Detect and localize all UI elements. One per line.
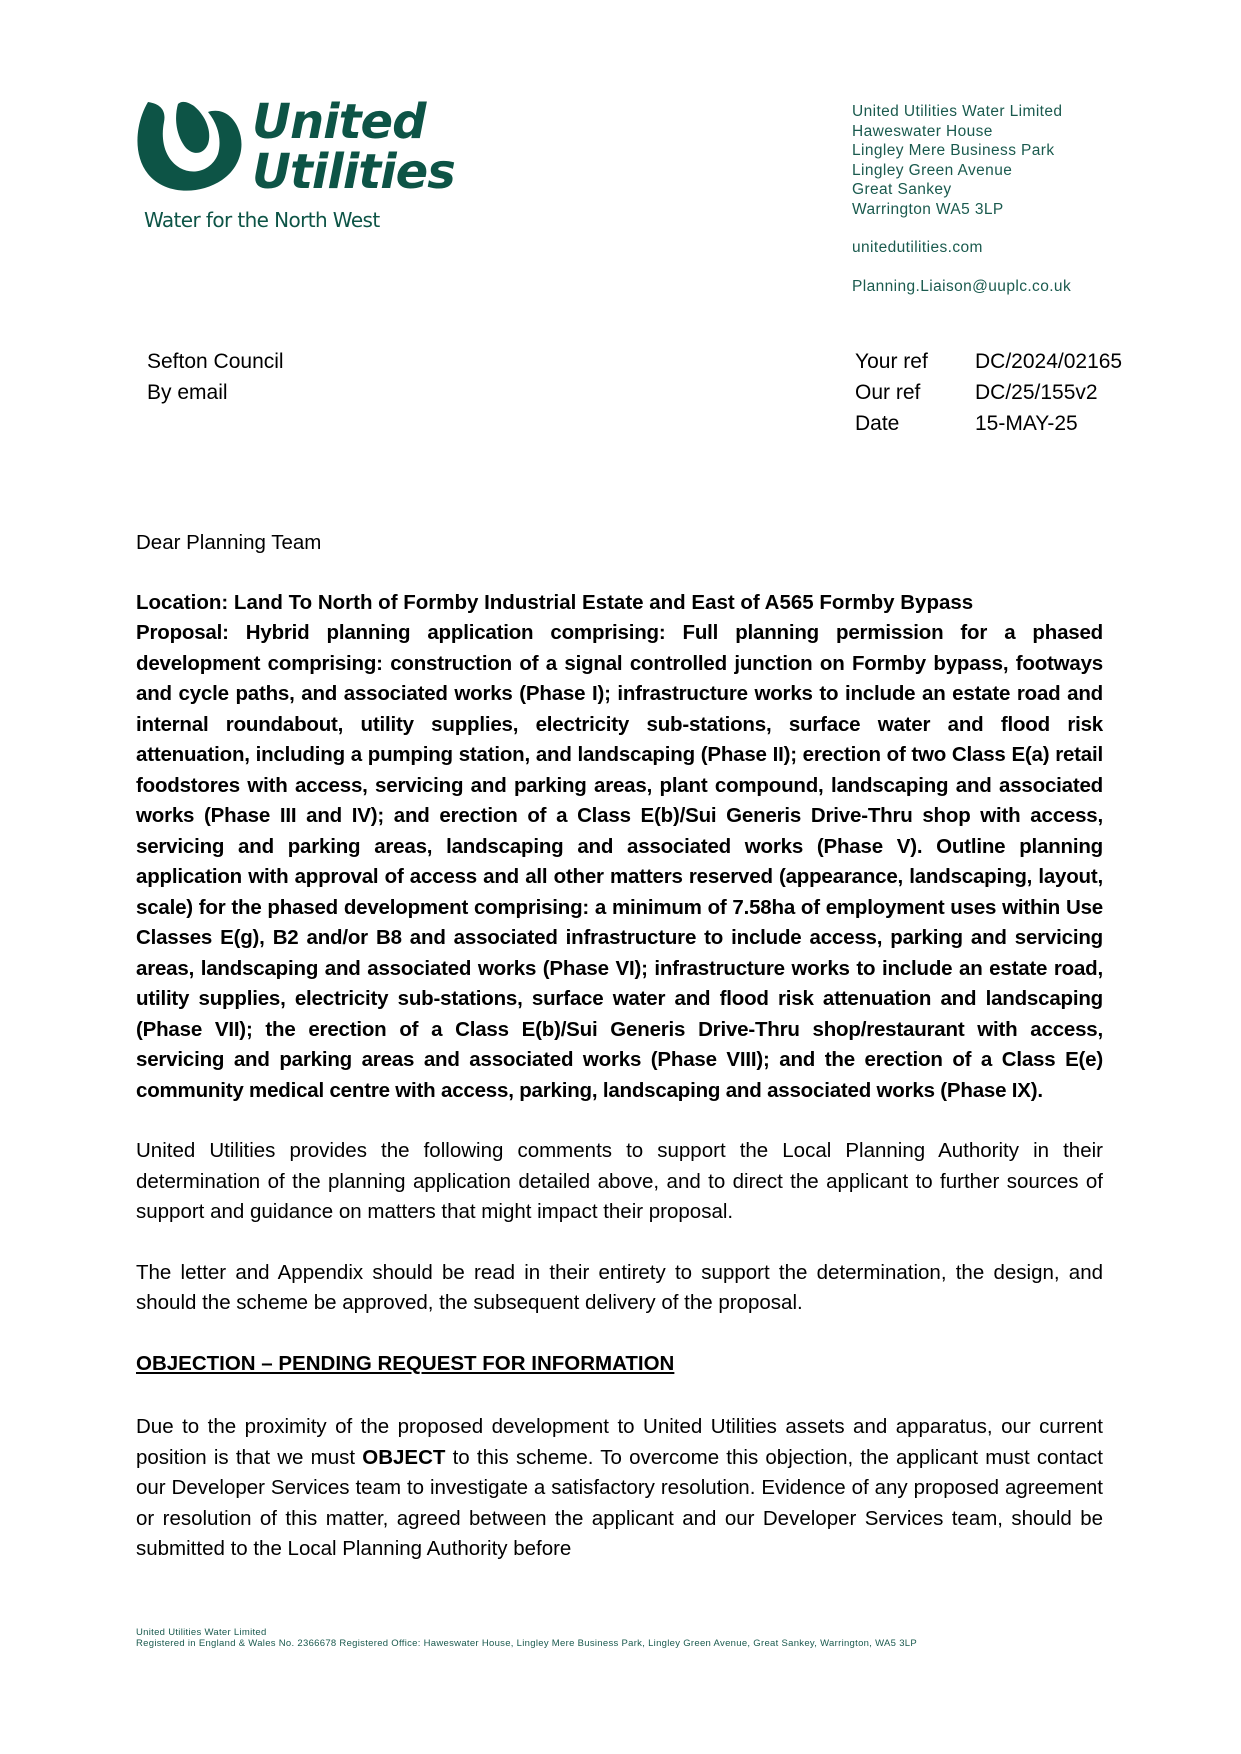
address-line: Warrington WA5 3LP bbox=[852, 200, 1004, 218]
address-line: United Utilities Water Limited bbox=[852, 103, 1063, 120]
logo-word-united: United bbox=[252, 94, 426, 150]
website-link[interactable]: unitedutilities.com bbox=[852, 239, 983, 256]
reference-block bbox=[855, 346, 1122, 439]
letter-body bbox=[136, 528, 1103, 1565]
recipient-delivery: By email bbox=[147, 381, 228, 404]
objection-emphasis: OBJECT bbox=[362, 1445, 446, 1469]
ref-label: Our ref bbox=[855, 381, 921, 404]
ref-row-your-ref bbox=[855, 346, 1122, 377]
recipient-block bbox=[147, 346, 284, 408]
salutation: Dear Planning Team bbox=[136, 531, 322, 554]
footer-company: United Utilities Water Limited bbox=[136, 1627, 267, 1638]
address-line: Lingley Green Avenue bbox=[852, 161, 1013, 179]
address-line: Haweswater House bbox=[852, 122, 993, 140]
objection-text-part2: to this scheme. To overcome this objection, the applicant must contact our Developer Services team to investigate a satisfactory resolution. Evidence of any proposed agreement or resolution of this matter, agreed between the applicant and our Developer Services team, should be submitted to the Local Planning Authority before bbox=[136, 1445, 1103, 1560]
united-utilities-logo bbox=[134, 94, 455, 236]
appendix-paragraph: The letter and Appendix should be read in their entirety to support the determination, the design, and should the scheme be approved, the subsequent delivery of the proposal. bbox=[136, 1260, 1103, 1314]
objection-heading: OBJECTION – PENDING REQUEST FOR INFORMATION bbox=[136, 1351, 675, 1375]
recipient-name: Sefton Council bbox=[147, 350, 284, 373]
ref-row-date bbox=[855, 408, 1122, 439]
email-link[interactable]: Planning.Liaison@uuplc.co.uk bbox=[852, 277, 1072, 295]
ref-label: Date bbox=[855, 412, 900, 435]
logo-word-utilities: Utilities bbox=[252, 144, 455, 200]
proposal-paragraph: Proposal: Hybrid planning application comprising: Full planning permission for a phased development comprising: construction of a signal controlled junction on Formby bypass, footways and cycle paths, and associated works (Phase I); infrastructure works to include an estate road and internal roundabout, utility supplies, electricity sub-stations, surface water and flood risk attenuation, including a pumping station, and landscaping (Phase II); erection of two Class E(a) retail foodstores with access, servicing and parking areas, plant compound, landscaping and associated works (Phase III and IV); and erection of a Class E(b)/Sui Generis Drive-Thru shop with access, servicing and parking areas, landscaping and associated works (Phase V). Outline planning application with approval of access and all other matters reserved (appearance, landscaping, layout, scale) for the phased development comprising: a minimum of 7.58ha of employment uses within Use Classes E(g), B2 and/or B8 and associated infrastructure to include access, parking and servicing areas, landscaping and associated works (Phase VI); infrastructure works to include an estate road, utility supplies, electricity sub-stations, surface water and flood risk attenuation and landscaping (Phase VII); the erection of a Class E(b)/Sui Generis Drive-Thru shop/restaurant with access, servicing and parking areas and associated works (Phase VIII); and the erection of a Class E(e) community medical centre with access, parking, landscaping and associated works (Phase IX). bbox=[136, 621, 1103, 1102]
ref-row-our-ref bbox=[855, 377, 1122, 408]
address-line: Great Sankey bbox=[852, 181, 952, 198]
location-line: Location: Land To North of Formby Industrial Estate and East of A565 Formby Bypass bbox=[136, 590, 974, 614]
ref-value: DC/25/155v2 bbox=[975, 381, 1098, 404]
sender-address-block bbox=[852, 102, 1071, 296]
objection-paragraph bbox=[136, 1412, 1103, 1565]
logo-tagline: Water for the North West bbox=[144, 208, 380, 232]
ref-value: DC/2024/02165 bbox=[975, 350, 1123, 373]
address-line: Lingley Mere Business Park bbox=[852, 142, 1055, 159]
intro-paragraph: United Utilities provides the following comments to support the Local Planning Authority in their determination of the planning application detailed above, and to direct the applicant to further sources of support and guidance on matters that might impact their proposal. bbox=[136, 1139, 1103, 1223]
footer-registration: Registered in England & Wales No. 2366678 Registered Office: Haweswater House, Lingley Mere Business Park, Lingley Green Avenue, Great Sankey, Warrington, WA5 3LP bbox=[136, 1638, 918, 1649]
water-drop-u-icon bbox=[134, 96, 249, 196]
page-footer bbox=[136, 1627, 917, 1649]
objection-text-part1: Due to the proximity of the proposed development to United Utilities assets and apparatus, our current position is that we must bbox=[136, 1415, 1103, 1469]
ref-label: Your ref bbox=[855, 350, 928, 373]
ref-value: 15-MAY-25 bbox=[975, 412, 1078, 435]
